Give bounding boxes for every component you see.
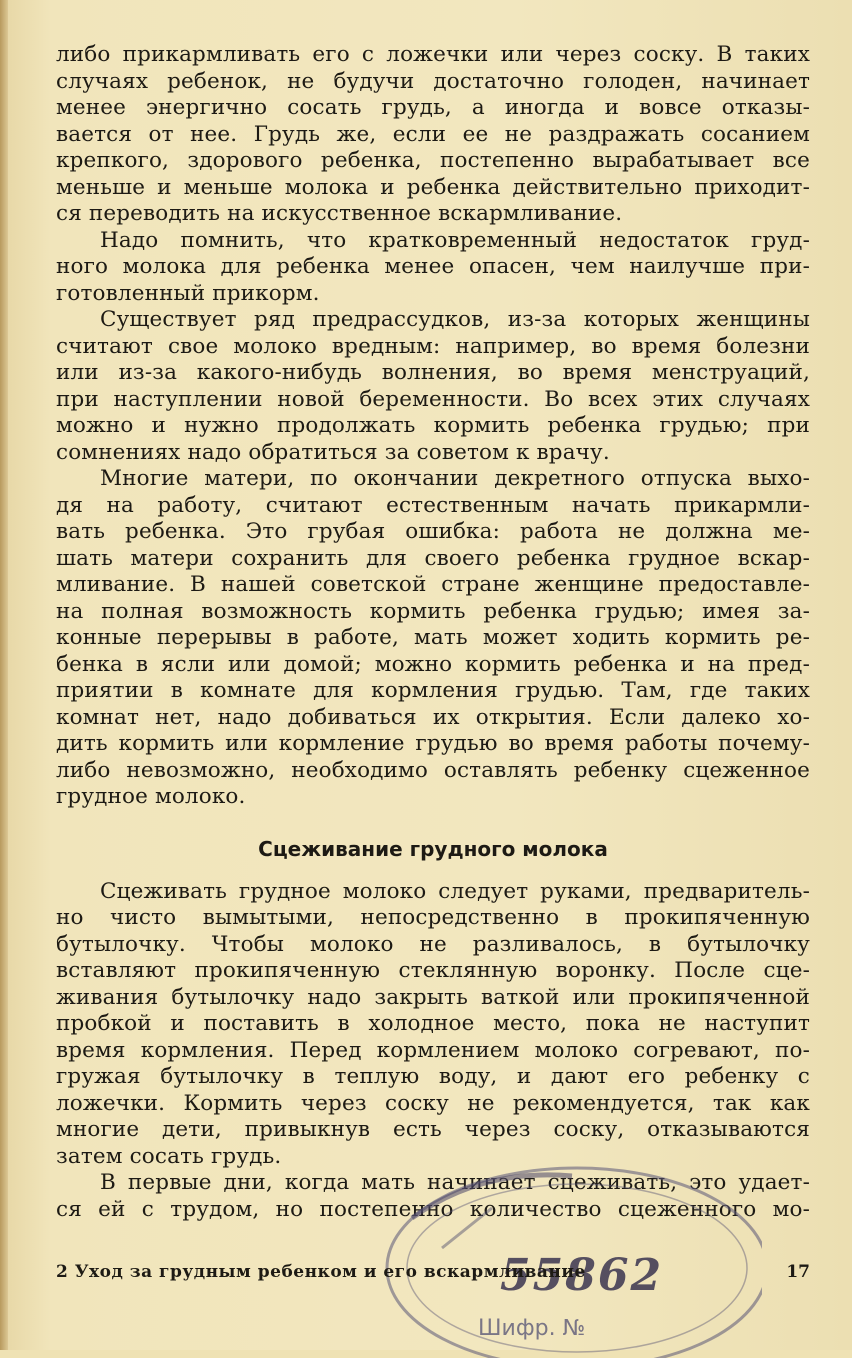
paragraph-prejudices [56,307,810,466]
body-text [56,42,810,1223]
text-line: готовленный прикорм. [56,280,320,306]
text-line: но чисто вымытыми, непосредственно в прокипяченную [56,905,810,930]
text-line: бенка в ясли или домой; можно кормить ребенка и на пред- [56,651,810,677]
page-number: 17 [786,1262,810,1282]
text-line: сомнениях надо обратиться за советом к врачу. [56,439,610,465]
paragraph-working-mothers [56,466,810,811]
page-footer [56,1262,810,1282]
text-line: пробкой и поставить в холодное место, пока не наступит [56,1011,810,1036]
stamp-label: Шифр. № [478,1316,586,1341]
text-line: либо невозможно, необходимо оставлять ребенку сцеженное [56,757,810,783]
text-line: вставляют прокипяченную стеклянную воронку. После сце- [56,958,810,983]
text-line: многие дети, привыкнув есть через соску, отказываются [56,1117,810,1142]
text-line: живания бутылочку надо закрыть ваткой или прокипяченной [56,984,810,1010]
text-line: конные перерывы в работе, мать может ходить кормить ре- [56,625,810,650]
text-line: дить кормить или кормление грудью во время работы почему- [56,731,810,756]
text-line: можно и нужно продолжать кормить ребенка грудью; при [56,413,810,438]
text-line: комнат нет, надо добиваться их открытия. Если далеко хо- [56,704,810,730]
section-heading: Сцеживание грудного молока [258,836,608,861]
text-line: время кормления. Перед кормлением молоко согревают, по- [56,1037,810,1063]
text-line: гружая бутылочку в теплую воду, и дают его ребенку с [56,1064,810,1089]
text-line: меньше и меньше молока и ребенка действительно приходит- [56,174,810,200]
paragraph-expressing-milk [56,879,810,1171]
footer-signature: 2 Уход за грудным ребенком и его вскармливание [56,1262,586,1282]
text-line: Надо помнить, что кратковременный недостаток груд- [100,227,810,253]
text-line: ся переводить на искусственное вскармливание. [56,201,623,226]
text-line: или из-за какого-нибудь волнения, во время менструаций, [56,360,810,385]
text-line: бутылочку. Чтобы молоко не разливалось, в бутылочку [56,931,810,957]
text-line: дя на работу, считают естественным начать прикармли- [56,492,810,518]
text-line: затем сосать грудь. [56,1143,282,1169]
text-line: грудное молоко. [56,784,246,809]
text-line: ложечки. Кормить через соску не рекомендуется, так как [56,1090,810,1116]
text-line: вать ребенка. Это грубая ошибка: работа не должна ме- [56,519,810,544]
text-line: при наступлении новой беременности. Во всех этих случаях [56,386,810,412]
text-line: Сцеживать грудное молоко следует руками, предваритель- [100,878,810,904]
text-line: мливание. В нашей советской стране женщине предоставле- [56,572,810,597]
paragraph-continued [56,42,810,228]
page-spine-edge [0,0,8,1350]
text-line: шать матери сохранить для своего ребенка грудное вскар- [56,545,810,571]
paragraph-first-days [56,1170,810,1223]
text-line: ся ей с трудом, но постепенно количество сцеженного мо- [56,1196,810,1222]
text-line: Существует ряд предрассудков, из-за которых женщины [100,307,810,332]
text-line: приятии в комнате для кормления грудью. Там, где таких [56,678,810,703]
text-line: считают свое молоко вредным: например, во время болезни [56,333,810,359]
text-line: менее энергично сосать грудь, а иногда и вовсе отказы- [56,95,810,120]
paragraph-breastmilk-shortage [56,228,810,308]
text-line: В первые дни, когда мать начинает сцеживать, это удает- [100,1170,810,1195]
text-line: либо прикармливать его с ложечки или через соску. В таких [56,42,810,67]
stamp-number: 55862 [500,1250,664,1301]
text-line: крепкого, здорового ребенка, постепенно вырабатывает все [56,148,810,173]
text-line: вается от нее. Грудь же, если ее не раздражать сосанием [56,121,810,147]
text-line: Многие матери, по окончании декретного отпуска выхо- [100,466,810,491]
text-line: случаях ребенок, не будучи достаточно голоден, начинает [56,68,810,94]
text-line: ного молока для ребенка менее опасен, чем наилучше при- [56,254,810,279]
text-line: на полная возможность кормить ребенка грудью; имея за- [56,598,810,624]
